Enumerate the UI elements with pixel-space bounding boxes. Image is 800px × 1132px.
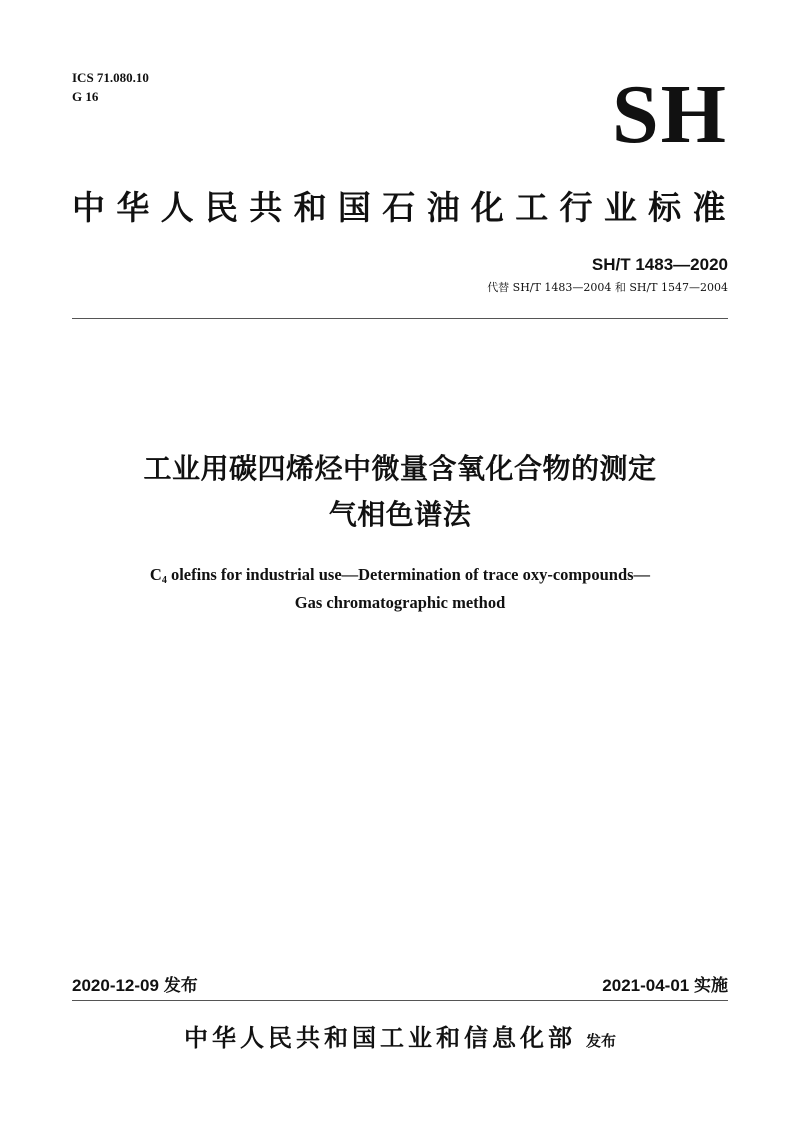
title-cn-line1: 工业用碳四烯烃中微量含氧化合物的测定	[143, 452, 657, 485]
standard-number: SH/T 1483—2020	[591, 255, 728, 274]
implement-date-row	[602, 975, 728, 997]
issue-date: 2020-12-09	[72, 976, 159, 995]
footer-divider	[72, 1000, 728, 1001]
issue-date-row	[72, 975, 198, 997]
implement-label: 实施	[694, 976, 728, 996]
title-cn-line2: 气相色谱法	[328, 498, 472, 531]
implement-date: 2021-04-01	[602, 976, 690, 995]
title-en-line2: Gas chromatographic method	[294, 593, 506, 612]
issuer-name: 中华人民共和国工业和信息化部	[183, 1024, 576, 1052]
title-en-line1	[0, 564, 800, 592]
issuer-row	[0, 1021, 800, 1058]
standard-mark: SH	[611, 68, 728, 161]
title-en-prefix: C	[149, 565, 162, 584]
ics-code: ICS 71.080.10	[72, 70, 149, 85]
issuer-action: 发布	[585, 1032, 616, 1050]
title-en-rest: olefins for industrial use—Determination of trace oxy-compounds—	[166, 565, 651, 584]
issue-label: 发布	[163, 976, 198, 996]
ccs-code: G 16	[72, 89, 99, 104]
standard-category: 中华人民共和国石油化工行业标准	[72, 188, 728, 227]
title-en-subscript: 4	[161, 575, 167, 586]
replaces-note: 代替 SH/T 1483—2004 和 SH/T 1547—2004	[487, 281, 728, 294]
header-divider	[72, 318, 728, 319]
